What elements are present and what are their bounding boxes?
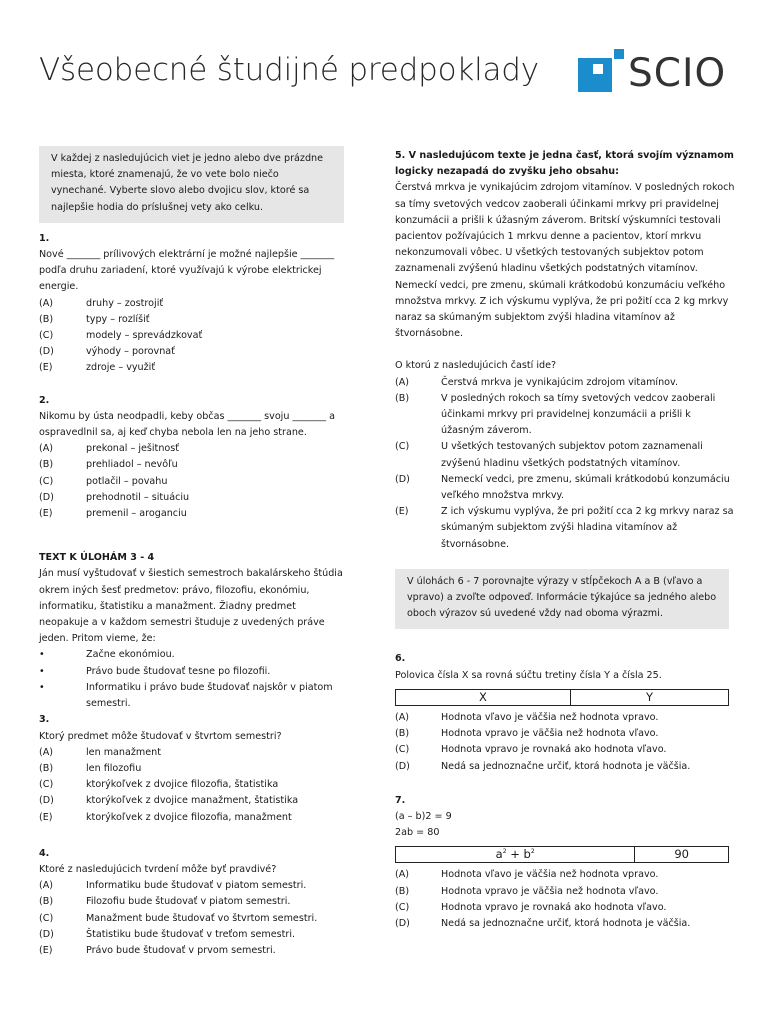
option-c[interactable]: (C) Hodnota vpravo je rovnaká ako hodnota vľavo. (395, 744, 667, 756)
instructions-text: V úlohách 6 - 7 porovnajte výrazy v stĺpčekoch A a B (vľavo a vpravo) a zvoľte odpoveď. Informácie týkajúce sa jedného alebo oboch výrazov sú uvedené vždy nad oboma výrazmi. (407, 575, 717, 620)
option-d[interactable]: (D) ktorýkoľvek z dvojice manažment, štatistika (39, 795, 299, 807)
option-e[interactable]: (E) zdroje – využiť (39, 362, 156, 374)
section-heading: TEXT K ÚLOHÁM 3 - 4 (39, 552, 155, 564)
given-line-1: (a – b)2 = 9 (395, 810, 452, 822)
question-text: O ktorú z nasledujúcich častí ide? (395, 360, 557, 372)
left-column (39, 146, 345, 959)
question-number: 6. (395, 653, 406, 665)
question-2 (39, 393, 345, 523)
question-number: 2. (39, 394, 50, 406)
option-d[interactable]: (D) výhody – porovnať (39, 346, 175, 358)
instructions-text: V každej z nasledujúcich viet je jedno alebo dve prázdne miesta, ktoré znamenajú, že vo vete bolo niečo vynechané. Vyberte slovo alebo dvojicu slov, ktoré sa najlepšie hodia do príslušnej vety ako celku. (51, 153, 324, 213)
option-e[interactable]: (E) premenil – aroganciu (39, 508, 187, 520)
column-b-cell: Y (570, 689, 728, 705)
column-b-cell: 90 (635, 847, 729, 863)
option-c[interactable]: (C) modely – sprevádzkovať (39, 330, 203, 342)
option-b[interactable]: (B) prehliadol – nevôľu (39, 459, 178, 471)
option-a[interactable]: (A) Informatiku bude študovať v piatom semestri. (39, 880, 307, 892)
question-heading: 5. V nasledujúcom texte je jedna časť, ktorá svojím významom logicky nezapadá do zvyšku jeho obsahu: (395, 150, 734, 178)
option-e[interactable]: (E) ktorýkoľvek z dvojice filozofia, manažment (39, 811, 292, 823)
question-passage: Čerstvá mrkva je vynikajúcim zdrojom vitamínov. V posledných rokoch sa tímy svetových vedcov zaoberali účinkami mrkvy pri pravidelnej konzumácii a prišli k úžasným záverom. Britskí výskumníci testovali pacientov požívajúcich 1 mrkvu denne a pacientov, ktorí mrkvu nekonzumovali vôbec. U všetkých testovaných subjektov potom zaznamenali zvýšenú hladinu všetkých podstatných vitamínov. Nemeckí vedci, pre zmenu, skúmali krátkodobú konzumáciu veľkého množstva mrkvy. Z ich výskumu vyplýva, že pri požití cca 2 kg mrkvy naraz sa skúmaným subjektom zvýši hladina vitamínov až štvornásobne. (395, 182, 735, 340)
option-c[interactable]: (C) Manažment bude študovať vo štvrtom semestri. (39, 912, 318, 924)
option-a[interactable]: (A) Hodnota vľavo je väčšia než hodnota vpravo. (395, 711, 659, 723)
question-number: 3. (39, 714, 50, 726)
option-d[interactable]: (D) Štatistiku bude študovať v treťom semestri. (39, 928, 296, 940)
option-c[interactable]: (C) U všetkých testovaných subjektov potom zaznamenali zvýšenú hladinu všetkých podstatných vitamínov. (395, 441, 703, 469)
instructions-box (395, 569, 729, 630)
option-b[interactable]: (B) V posledných rokoch sa tímy svetových vedcov zaoberali účinkami mrkvy pri pravidelnej konzumácii a prišli k úžasným záverom. (395, 392, 716, 437)
option-d[interactable]: (D) prehodnotil – situáciu (39, 491, 190, 503)
option-d[interactable]: (D) Nedá sa jednoznačne určiť, ktorá hodnota je väčšia. (395, 760, 691, 772)
option-e[interactable]: (E) Z ich výskumu vyplýva, že pri požití cca 2 kg mrkvy naraz sa skúmaným subjektom zvýši hladina vitamínov až štvornásobne. (395, 506, 734, 550)
column-a-cell: $a^2 + b^2$ (396, 847, 635, 863)
bullet-item: • Informatiku i právo bude študovať najskôr v piatom semestri. (39, 681, 333, 710)
option-a[interactable]: (A) prekonal – ješitnosť (39, 443, 180, 455)
option-b[interactable]: (B) Hodnota vpravo je väčšia než hodnota vľavo. (395, 728, 659, 740)
option-c[interactable]: (C) potlačil – povahu (39, 475, 168, 487)
scio-logo (578, 46, 730, 94)
comparison-table (395, 846, 729, 863)
question-1 (39, 231, 345, 377)
question-text: Ktoré z nasledujúcich tvrdení môže byť pravdivé? (39, 863, 277, 875)
page-title: Všeobecné študijné predpoklady (39, 52, 539, 88)
question-number: 1. (39, 232, 50, 244)
option-b[interactable]: (B) typy – rozlíšiť (39, 313, 150, 325)
option-b[interactable]: (B) len filozofiu (39, 762, 142, 774)
question-text: Ktorý predmet môže študovať v štvrtom semestri? (39, 730, 282, 742)
option-a[interactable]: (A) Čerstvá mrkva je vynikajúcim zdrojom vitamínov. (395, 376, 679, 388)
option-a[interactable]: (A) len manažment (39, 746, 162, 758)
question-6 (395, 651, 735, 774)
question-number: 4. (39, 847, 50, 859)
question-7 (395, 793, 735, 932)
bullet-item: • Začne ekonómiou. (39, 649, 175, 661)
option-d[interactable]: (D) Nedá sa jednoznačne určiť, ktorá hodnota je väčšia. (395, 917, 691, 929)
column-a-cell: X (396, 689, 571, 705)
question-text: Nikomu by ústa neodpadli, keby občas _______ svoju _______ a ospravedlnil sa, aj keď chyba nebola len na jeho strane. (39, 410, 335, 439)
question-4 (39, 846, 345, 959)
option-c[interactable]: (C) Hodnota vpravo je rovnaká ako hodnota vľavo. (395, 901, 667, 913)
comparison-table (395, 689, 729, 706)
logo-small-square-icon (614, 49, 624, 59)
option-b[interactable]: (B) Filozofiu bude študovať v piatom semestri. (39, 896, 291, 908)
question-text: Nové _______ prílivových elektrární je možné najlepšie _______ podľa druhu zariadení, ktoré využívajú k výrobe elektrickej energie. (39, 249, 335, 293)
option-a[interactable]: (A) Hodnota vľavo je väčšia než hodnota vpravo. (395, 869, 659, 881)
question-5 (395, 148, 735, 553)
logo-text: SCIO (628, 51, 727, 96)
question-text: Polovica čísla X sa rovná súčtu tretiny čísla Y a čísla 25. (395, 669, 662, 681)
question-number: 7. (395, 794, 406, 806)
option-c[interactable]: (C) ktorýkoľvek z dvojice filozofia, štatistika (39, 779, 279, 791)
given-line-2: 2ab = 80 (395, 827, 440, 839)
text-3-4 (39, 550, 345, 712)
option-e[interactable]: (E) Právo bude študovať v prvom semestri. (39, 944, 276, 956)
bullet-item: • Právo bude študovať tesne po filozofii. (39, 665, 271, 677)
instructions-box (39, 146, 344, 223)
option-b[interactable]: (B) Hodnota vpravo je väčšia než hodnota vľavo. (395, 885, 659, 897)
option-a[interactable]: (A) druhy – zostrojiť (39, 297, 164, 309)
section-body: Ján musí vyštudovať v šiestich semestroch bakalárskeho štúdia okrem iných šesť predmetov: právo, filozofiu, ekonómiu, informatiku, štatistiku a manažment. Žiadny predmet neopakuje a v každom semestri študuje z uvedených práve jeden. Pritom vieme, že: (39, 568, 343, 645)
question-3 (39, 712, 345, 825)
option-d[interactable]: (D) Nemeckí vedci, pre zmenu, skúmali krátkodobú konzumáciu veľkého množstva mrkvy. (395, 473, 730, 502)
right-column (395, 148, 735, 932)
